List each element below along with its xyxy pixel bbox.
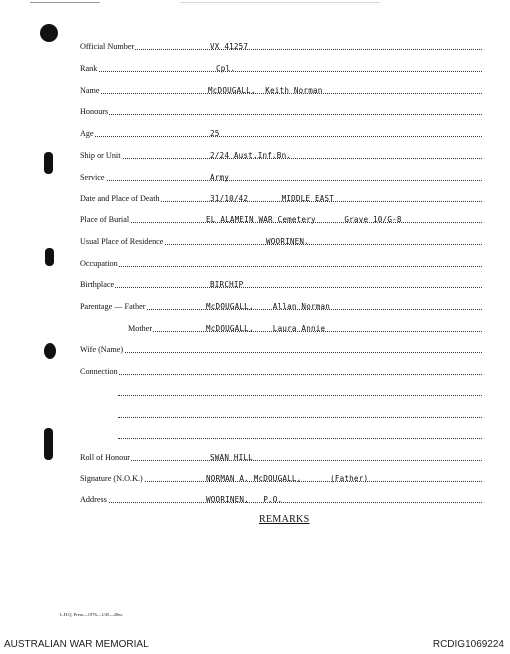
official-number-value: VX 41257 bbox=[210, 42, 249, 51]
occupation-field bbox=[80, 256, 482, 270]
top-edge-mark bbox=[30, 2, 100, 3]
signature-value: NORMAN A. McDOUGALL, (Father) bbox=[206, 474, 369, 483]
parentage-father-value: McDOUGALL, Allan Norman bbox=[206, 302, 331, 311]
signature-label: Signature (N.O.K.) bbox=[80, 474, 143, 483]
service-value: Army bbox=[210, 173, 230, 182]
service-label: Service bbox=[80, 173, 105, 182]
official-number-label: Official Number bbox=[80, 42, 135, 51]
date-place-death-field bbox=[80, 191, 482, 205]
usual-residence-value: WOORINEN. bbox=[266, 237, 309, 246]
punch-hole bbox=[45, 248, 54, 266]
occupation-label: Occupation bbox=[80, 259, 118, 268]
roll-of-honour-field bbox=[80, 450, 482, 464]
rank-value: Cpl. bbox=[216, 64, 236, 73]
top-edge-mark bbox=[180, 2, 380, 3]
name-field bbox=[80, 83, 482, 97]
age-field bbox=[80, 126, 482, 140]
place-of-burial-value: EL ALAMEIN WAR Cemetery Grave 10/G-8 bbox=[206, 215, 402, 224]
punch-hole bbox=[44, 343, 56, 359]
archive-name: AUSTRALIAN WAR MEMORIAL bbox=[4, 639, 149, 650]
punch-hole bbox=[44, 152, 53, 174]
address-label: Address bbox=[80, 495, 107, 504]
wife-label: Wife (Name) bbox=[80, 345, 124, 354]
archive-footer bbox=[0, 634, 510, 654]
birthplace-label: Birthplace bbox=[80, 280, 115, 289]
wife-field bbox=[80, 342, 482, 356]
parentage-father-field bbox=[80, 299, 482, 313]
punch-hole bbox=[44, 428, 53, 460]
mother-value: McDOUGALL, Laura Annie bbox=[206, 324, 326, 333]
connection-continuation-line bbox=[118, 428, 482, 442]
roll-of-honour-value: SWAN HILL bbox=[210, 453, 253, 462]
connection-field bbox=[80, 364, 482, 378]
honours-field bbox=[80, 104, 482, 118]
mother-field bbox=[80, 321, 482, 335]
usual-residence-field bbox=[80, 234, 482, 248]
connection-label: Connection bbox=[80, 367, 118, 376]
service-field bbox=[80, 170, 482, 184]
birthplace-value: BIRCHIP bbox=[210, 280, 244, 289]
birthplace-field bbox=[80, 277, 482, 291]
ship-or-unit-field bbox=[80, 148, 482, 162]
address-value: WOORINEN, P.O. bbox=[206, 495, 283, 504]
honours-label: Honours bbox=[80, 107, 109, 116]
usual-residence-label: Usual Place of Residence bbox=[80, 237, 164, 246]
age-value: 25 bbox=[210, 129, 220, 138]
printer-imprint: L.H.Q. Press—1976—1/45—20m. bbox=[60, 612, 123, 617]
connection-continuation-line bbox=[118, 407, 482, 421]
name-value: McDOUGALL, Keith Norman bbox=[208, 86, 323, 95]
connection-continuation-line bbox=[118, 385, 482, 399]
remarks-heading: REMARKS bbox=[259, 514, 310, 525]
age-label: Age bbox=[80, 129, 94, 138]
ship-or-unit-value: 2/24 Aust.Inf.Bn. bbox=[210, 151, 292, 160]
punch-hole bbox=[40, 24, 58, 42]
address-field bbox=[80, 492, 482, 506]
official-number-field bbox=[80, 39, 482, 53]
roll-of-honour-label: Roll of Honour bbox=[80, 453, 131, 462]
place-of-burial-field bbox=[80, 212, 482, 226]
name-label: Name bbox=[80, 86, 100, 95]
record-id: RCDIG1069224 bbox=[432, 639, 504, 650]
signature-field bbox=[80, 471, 482, 485]
mother-label: Mother bbox=[128, 324, 153, 333]
date-place-death-value: 31/10/42 MIDDLE EAST bbox=[210, 194, 335, 203]
place-of-burial-label: Place of Burial bbox=[80, 215, 130, 224]
rank-label: Rank bbox=[80, 64, 98, 73]
date-place-death-label: Date and Place of Death bbox=[80, 194, 160, 203]
ship-or-unit-label: Ship or Unit bbox=[80, 151, 121, 160]
parentage-father-label: Parentage — Father bbox=[80, 302, 146, 311]
rank-field bbox=[80, 61, 482, 75]
